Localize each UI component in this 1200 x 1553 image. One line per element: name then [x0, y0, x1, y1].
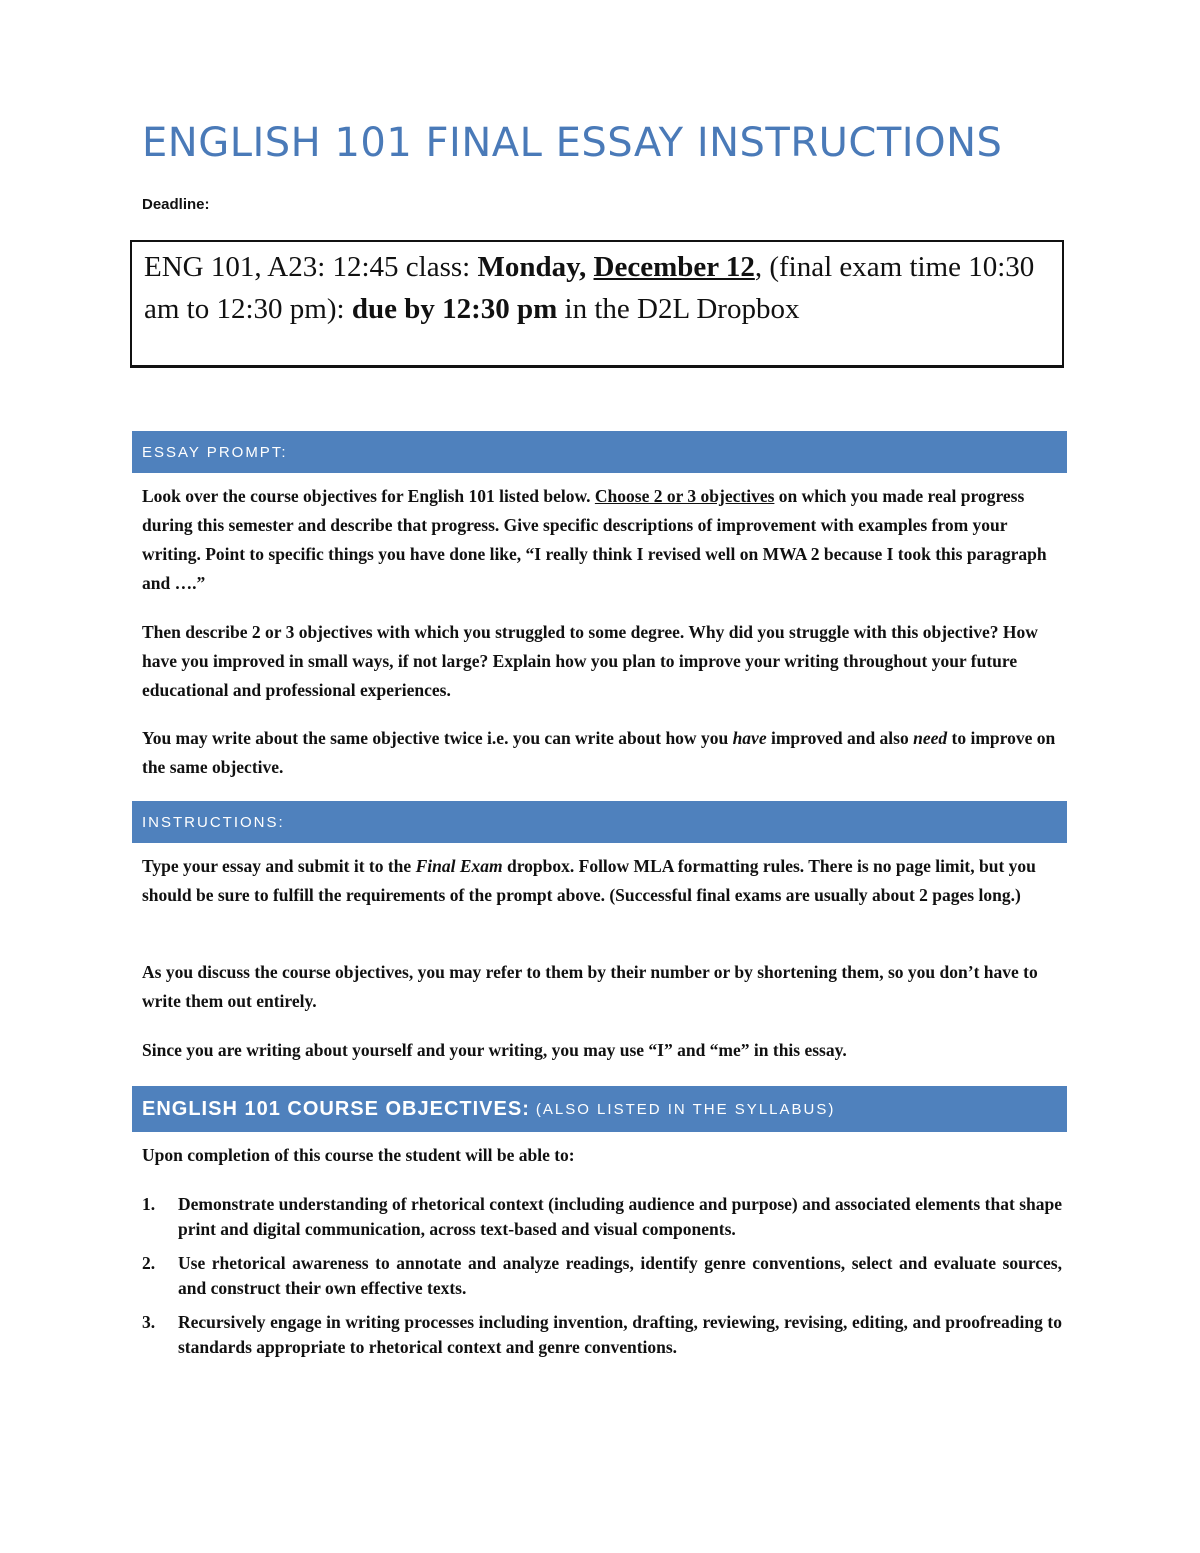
essay-prompt-p1-end: on which you made real progress during this semester and describe that progress. Give specific descriptions of improvement with examples from your writing. Point to specific things you have done like, “I really think I revised well on MWA 2 because I took this paragraph and ….”: [142, 486, 1047, 593]
objectives-heading-text: ENGLISH 101 COURSE OBJECTIVES:: [142, 1097, 530, 1120]
list-item: [142, 1251, 1062, 1301]
objective-number: 3.: [142, 1312, 156, 1332]
instructions-p1-start: Type your essay and submit it to the: [142, 856, 416, 876]
instructions-paragraph-2: As you discuss the course objectives, you may refer to them by their number or by shortening them, so you don’t have to write them out entirely.: [142, 962, 1038, 1011]
objective-text: Recursively engage in writing processes including invention, drafting, reviewing, revising, editing, and proofreading to standards appropriate to rhetorical context and genre conventions.: [178, 1312, 1062, 1357]
essay-prompt-p3-italic-need: need: [913, 728, 948, 748]
objective-text: Demonstrate understanding of rhetorical context (including audience and purpose) and associated elements that shape print and digital communication, across text-based and visual components.: [178, 1194, 1062, 1239]
essay-prompt-p1-start: Look over the course objectives for English 101 listed below.: [142, 486, 595, 506]
essay-prompt-p1-underlined: Choose 2 or 3 objectives: [594, 486, 775, 506]
essay-prompt-heading-text: ESSAY PROMPT:: [142, 443, 288, 461]
essay-prompt-paragraph-2: Then describe 2 or 3 objectives with which you struggled to some degree. Why did you struggle with this objective? How have you improved in small ways, if not large? Explain how you plan to improve your writing throughout your future educational and professional experiences.: [142, 622, 1038, 700]
objectives-subheading: (ALSO LISTED IN THE SYLLABUS): [535, 1100, 836, 1118]
list-item: [142, 1192, 1062, 1242]
deadline-label: Deadline:: [142, 196, 210, 213]
essay-prompt-p3-start: You may write about the same objective twice i.e. you can write about how you: [142, 728, 733, 748]
instructions-paragraph-3: Since you are writing about yourself and your writing, you may use “I” and “me” in this essay.: [142, 1040, 847, 1060]
objectives-heading: [132, 1086, 1067, 1132]
essay-prompt-paragraph-1: [142, 482, 1062, 598]
essay-prompt-paragraph-3: [142, 724, 1062, 782]
essay-prompt-p3-middle: improved and also: [766, 728, 914, 748]
essay-prompt-p3-italic-have: have: [732, 728, 767, 748]
list-item: [142, 1310, 1062, 1360]
deadline-day: Monday,: [477, 251, 594, 283]
instructions-paragraph-1: [142, 852, 1062, 910]
instructions-heading: [132, 801, 1067, 843]
objective-text: Use rhetorical awareness to annotate and analyze readings, identify genre conventions, select and evaluate sources, and construct their own effective texts.: [178, 1253, 1062, 1298]
objective-number: 1.: [142, 1194, 156, 1214]
essay-prompt-p3-end: to improve on the same objective.: [142, 728, 1056, 777]
deadline-box: [130, 240, 1064, 368]
instructions-p1-italic: Final Exam: [415, 856, 503, 876]
deadline-date: December 12: [593, 251, 755, 283]
objectives-list: [142, 1192, 1062, 1369]
deadline-time-text: , (final exam time 10:30 am to 12:30 pm):: [144, 251, 1035, 325]
deadline-class-text: ENG 101, A23: 12:45 class:: [144, 251, 478, 283]
page-title: ENGLISH 101 FINAL ESSAY INSTRUCTIONS: [142, 120, 1003, 166]
instructions-p1-end: dropbox. Follow MLA formatting rules. There is no page limit, but you should be sure to fulfill the requirements of the prompt above. (Successful final exams are usually about 2 pages long.): [142, 856, 1036, 905]
essay-prompt-heading: [132, 431, 1067, 473]
objectives-intro: Upon completion of this course the student will be able to:: [142, 1145, 575, 1165]
objective-number: 2.: [142, 1253, 156, 1273]
deadline-location-text: in the D2L Dropbox: [557, 293, 800, 325]
deadline-due: due by 12:30 pm: [351, 293, 558, 325]
instructions-heading-text: INSTRUCTIONS:: [142, 813, 285, 831]
